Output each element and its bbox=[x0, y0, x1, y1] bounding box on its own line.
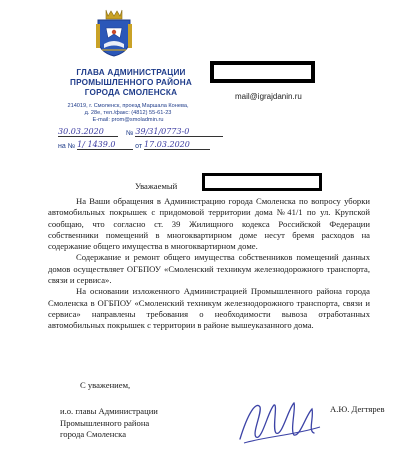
closing-regards: С уважением, bbox=[80, 380, 131, 390]
signatory-name: А.Ю. Дегтярев bbox=[330, 404, 385, 414]
org-title-line: ГЛАВА АДМИНИСТРАЦИИ bbox=[76, 68, 186, 77]
number-field bbox=[135, 127, 223, 137]
redaction-inner bbox=[205, 176, 319, 188]
ref-date: 17.03.2020 bbox=[144, 140, 190, 149]
ref-from: от bbox=[135, 143, 143, 150]
handwritten-signature-icon bbox=[234, 393, 324, 449]
addressee-email: mail@igrajdanin.ru bbox=[235, 92, 302, 101]
org-title-line: ГОРОДА СМОЛЕНСКА bbox=[84, 88, 178, 97]
addressee-redaction bbox=[210, 61, 315, 83]
paragraph: На основании изложенного Администрацией Промышленного района города Смоленска в ОГБПОУ «Смоленский техникум железнодорожного транспорта, связи и сервиса» направлены требования о необходимости вывоза отработанных автомобильных покрышек с территории в районе вышеуказанного дома. bbox=[48, 286, 370, 331]
ref-number: 1/ 1439.0 bbox=[77, 140, 116, 149]
registration-date-line bbox=[58, 127, 228, 137]
redaction-inner bbox=[214, 65, 311, 79]
coat-of-arms-icon bbox=[92, 8, 136, 58]
reference-line bbox=[58, 140, 228, 150]
letter-body bbox=[48, 196, 370, 332]
org-address bbox=[48, 103, 208, 124]
registration-number: 39/31/0773-0 bbox=[135, 127, 190, 136]
address-line: 214019, г. Смоленск, проезд Маршала Конева, bbox=[67, 103, 189, 109]
address-line: д. 28е, тел./факс: (4812) 55-61-23 bbox=[84, 110, 172, 116]
date-field bbox=[58, 127, 118, 137]
address-line: E-mail: prom@smoladmin.ru bbox=[92, 117, 164, 123]
org-title bbox=[56, 68, 206, 98]
registration-date: 30.03.2020 bbox=[58, 127, 104, 136]
role-line: города Смоленска bbox=[60, 429, 127, 439]
org-title-line: ПРОМЫШЛЕННОГО РАЙОНА bbox=[70, 78, 192, 87]
ref-prefix: на № bbox=[58, 143, 76, 150]
ref-date-field bbox=[144, 140, 210, 150]
paragraph: Содержание и ремонт общего имущества собственников помещений данных домов осуществляет ОГБПОУ «Смоленский техникум железнодорожного транспорта, связи и сервиса». bbox=[48, 252, 370, 286]
ref-number-field bbox=[77, 140, 133, 150]
greeting bbox=[135, 181, 177, 191]
number-prefix: № bbox=[125, 130, 134, 137]
role-line: и.о. главы Администрации bbox=[60, 406, 158, 416]
greeting-text: Уважаемый bbox=[135, 181, 178, 191]
role-line: Промышленного района bbox=[60, 417, 150, 428]
signatory-role bbox=[60, 406, 230, 441]
paragraph: На Ваши обращения в Администрацию города Смоленска по вопросу уборки автомобильных покрышек с придомовой территории дома №41/1 по ул. Крупской сообщаю, что согласно ст. 39 Жилищного кодекса Российской Федерации собственники помещений в многоквартирном доме несут бремя расходов на содержание общего имущества в многоквартирном доме. bbox=[48, 196, 370, 252]
recipient-name-redaction bbox=[202, 173, 322, 191]
